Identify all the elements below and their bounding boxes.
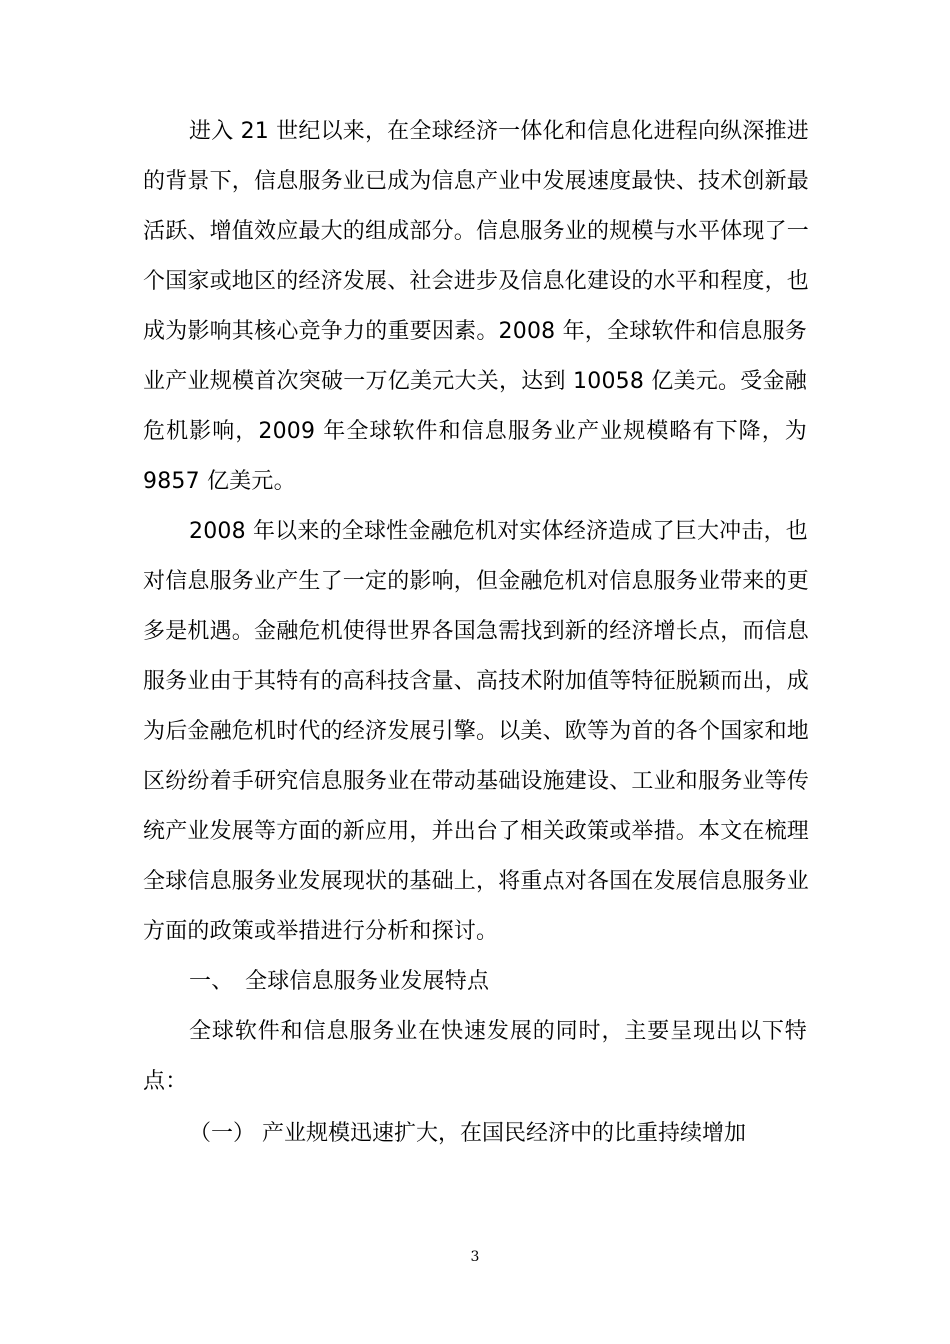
paragraph-1-line-3: 活跃、增值效应最大的组成部分。信息服务业的规模与水平体现了一: [143, 219, 810, 244]
paragraph-2-line-5: 为后金融危机时代的经济发展引擎。以美、欧等为首的各个国家和地: [143, 719, 810, 744]
paragraph-1-line-1: 进入 21 世纪以来，在全球经济一体化和信息化进程向纵深推进: [189, 119, 809, 144]
paragraph-1-line-7: 危机影响，2009 年全球软件和信息服务业产业规模略有下降，为: [143, 419, 807, 444]
section-heading-title: 全球信息服务业发展特点: [245, 969, 490, 994]
paragraph-3-line-1: 全球软件和信息服务业在快速发展的同时，主要呈现出以下特: [189, 1019, 807, 1044]
paragraph-2-line-3: 多是机遇。金融危机使得世界各国急需找到新的经济增长点，而信息: [143, 619, 810, 644]
paragraph-1-line-8: 9857 亿美元。: [143, 469, 296, 494]
paragraph-2-line-2: 对信息服务业产生了一定的影响，但金融危机对信息服务业带来的更: [143, 569, 810, 594]
section-heading-number: 一、: [189, 969, 234, 994]
paragraph-2-line-7: 统产业发展等方面的新应用，并出台了相关政策或举措。本文在梳理: [143, 819, 810, 844]
paragraph-2-line-9: 方面的政策或举措进行分析和探讨。: [143, 919, 499, 944]
paragraph-2-line-1: 2008 年以来的全球性金融危机对实体经济造成了巨大冲击，也: [189, 519, 808, 544]
paragraph-1-line-6: 业产业规模首次突破一万亿美元大关，达到 10058 亿美元。受金融: [143, 369, 807, 394]
paragraph-1-line-4: 个国家或地区的经济发展、社会进步及信息化建设的水平和程度，也: [143, 269, 810, 294]
paragraph-2-line-8: 全球信息服务业发展现状的基础上，将重点对各国在发展信息服务业: [143, 869, 810, 894]
subsection-heading: （一） 产业规模迅速扩大，在国民经济中的比重持续增加: [189, 1121, 746, 1146]
paragraph-2-line-6: 区纷纷着手研究信息服务业在带动基础设施建设、工业和服务业等传: [143, 769, 810, 794]
paragraph-3-line-2: 点：: [143, 1069, 188, 1094]
paragraph-1-line-2: 的背景下，信息服务业已成为信息产业中发展速度最快、技术创新最: [143, 169, 810, 194]
section-heading: [189, 967, 807, 997]
paragraph-2-line-4: 服务业由于其特有的高科技含量、高技术附加值等特征脱颖而出，成: [143, 669, 810, 694]
page-number: 3: [470, 1249, 480, 1265]
paragraph-1-line-5: 成为影响其核心竞争力的重要因素。2008 年，全球软件和信息服务: [143, 319, 807, 344]
